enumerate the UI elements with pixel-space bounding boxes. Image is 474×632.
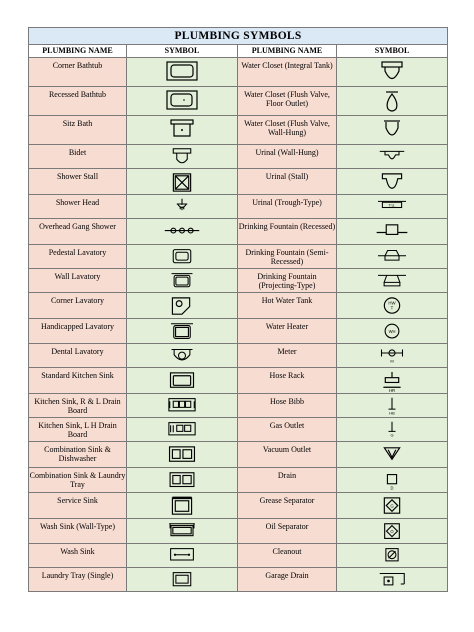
kitchen-sink-rl-drain-icon — [160, 396, 204, 417]
left-plumbing-name: Shower Stall — [29, 169, 127, 195]
right-plumbing-name: Oil Separator — [238, 519, 337, 544]
hose-rack-label: HR — [388, 388, 396, 393]
urinal-wall-hung-icon — [370, 147, 414, 168]
kitchen-sink-lh-drain-icon — [160, 420, 204, 441]
left-plumbing-name: Wash Sink (Wall-Type) — [29, 519, 127, 544]
urinal-trough-icon — [370, 197, 414, 218]
left-plumbing-name: Shower Head — [29, 195, 127, 219]
drinking-fountain-projecting-icon — [370, 271, 414, 292]
table-row — [29, 442, 448, 468]
left-symbol-cell — [127, 394, 238, 418]
left-plumbing-name: Laundry Tray (Single) — [29, 568, 127, 592]
table-row — [29, 568, 448, 592]
left-plumbing-name: Kitchen Sink, L H Drain Board — [29, 418, 127, 442]
right-symbol-cell — [337, 519, 448, 544]
right-symbol-cell — [337, 493, 448, 519]
left-symbol-cell — [127, 468, 238, 493]
left-symbol-cell — [127, 293, 238, 319]
urinal-stall-icon — [370, 171, 414, 194]
left-plumbing-name: Sitz Bath — [29, 116, 127, 145]
left-plumbing-name: Corner Lavatory — [29, 293, 127, 319]
right-symbol-cell — [337, 442, 448, 468]
oil-separator-icon — [370, 521, 414, 543]
left-symbol-cell — [127, 145, 238, 169]
left-plumbing-name: Corner Bathtub — [29, 58, 127, 87]
header-symbol-right: SYMBOL — [337, 45, 448, 58]
hot-water-tank-label: HW — [388, 300, 396, 306]
shower-head-icon — [160, 197, 204, 218]
bidet-icon — [160, 147, 204, 168]
right-symbol-cell — [337, 368, 448, 394]
meter-icon — [370, 346, 414, 367]
table-row — [29, 145, 448, 169]
wash-sink-wall-icon — [160, 521, 204, 543]
urinal-trough-label: T.U. — [388, 202, 396, 208]
table-row — [29, 519, 448, 544]
table-row — [29, 58, 448, 87]
right-plumbing-name: Gas Outlet — [238, 418, 337, 442]
combination-sink-laundry-icon — [160, 470, 204, 492]
right-plumbing-name: Hose Rack — [238, 368, 337, 394]
hose-rack-icon — [370, 370, 414, 393]
left-plumbing-name: Overhead Gang Shower — [29, 219, 127, 245]
hose-bibb-label: HB — [389, 410, 395, 416]
left-plumbing-name: Handicapped Lavatory — [29, 319, 127, 344]
left-symbol-cell — [127, 519, 238, 544]
right-plumbing-name: Grease Separator — [238, 493, 337, 519]
hot-water-tank-icon — [370, 295, 414, 318]
water-closet-wall-hung-icon — [370, 118, 414, 142]
left-symbol-cell — [127, 493, 238, 519]
table-row — [29, 116, 448, 145]
right-symbol-cell — [337, 394, 448, 418]
right-symbol-cell — [337, 319, 448, 344]
hose-bibb-icon — [370, 396, 414, 417]
right-symbol-cell — [337, 195, 448, 219]
wash-sink-icon — [160, 546, 204, 567]
left-plumbing-name: Wall Lavatory — [29, 269, 127, 293]
right-symbol-cell — [337, 245, 448, 269]
left-plumbing-name: Recessed Bathtub — [29, 87, 127, 116]
right-symbol-cell — [337, 145, 448, 169]
overhead-gang-shower-icon — [160, 221, 204, 244]
right-plumbing-name: Vacuum Outlet — [238, 442, 337, 468]
header-plumbing-name-left: PLUMBING NAME — [29, 45, 127, 58]
right-plumbing-name: Drain — [238, 468, 337, 493]
table-title: PLUMBING SYMBOLS — [29, 28, 448, 45]
header-symbol-left: SYMBOL — [127, 45, 238, 58]
pedestal-lavatory-icon — [160, 247, 204, 268]
left-plumbing-name: Kitchen Sink, R & L Drain Board — [29, 394, 127, 418]
right-plumbing-name: Drinking Fountain (Semi-Recessed) — [238, 245, 337, 269]
table-row — [29, 87, 448, 116]
left-symbol-cell — [127, 116, 238, 145]
right-plumbing-name: Hot Water Tank — [238, 293, 337, 319]
table-row — [29, 544, 448, 568]
left-symbol-cell — [127, 568, 238, 592]
gas-outlet-label: G — [390, 432, 394, 438]
left-symbol-cell — [127, 368, 238, 394]
table-row — [29, 344, 448, 368]
right-symbol-cell — [337, 269, 448, 293]
left-symbol-cell — [127, 245, 238, 269]
left-symbol-cell — [127, 169, 238, 195]
sitz-bath-icon — [160, 118, 204, 142]
shower-stall-icon — [160, 171, 204, 194]
left-plumbing-name: Standard Kitchen Sink — [29, 368, 127, 394]
right-plumbing-name: Water Heater — [238, 319, 337, 344]
right-symbol-cell — [337, 219, 448, 245]
corner-bathtub-icon — [160, 60, 204, 84]
drinking-fountain-semi-recessed-icon — [370, 247, 414, 268]
drain-label: D — [390, 485, 394, 491]
right-plumbing-name: Urinal (Stall) — [238, 169, 337, 195]
meter-label: M — [390, 358, 394, 364]
table-row — [29, 293, 448, 319]
header-plumbing-name-right: PLUMBING NAME — [238, 45, 337, 58]
wall-lavatory-icon — [160, 271, 204, 292]
left-symbol-cell — [127, 219, 238, 245]
right-plumbing-name: Hose Bibb — [238, 394, 337, 418]
right-symbol-cell — [337, 293, 448, 319]
table-row — [29, 368, 448, 394]
right-symbol-cell — [337, 544, 448, 568]
left-symbol-cell — [127, 319, 238, 344]
left-plumbing-name: Wash Sink — [29, 544, 127, 568]
right-symbol-cell — [337, 169, 448, 195]
table-row — [29, 219, 448, 245]
right-plumbing-name: Water Closet (Flush Valve, Wall-Hung) — [238, 116, 337, 145]
cleanout-icon — [370, 546, 414, 567]
table-row — [29, 245, 448, 269]
right-symbol-cell — [337, 87, 448, 116]
laundry-tray-single-icon — [160, 570, 204, 591]
oil-separator-label: O — [390, 528, 394, 534]
table-row — [29, 468, 448, 493]
right-plumbing-name: Drinking Fountain (Projecting-Type) — [238, 269, 337, 293]
right-plumbing-name: Water Closet (Flush Valve, Floor Outlet) — [238, 87, 337, 116]
table-row — [29, 418, 448, 442]
right-symbol-cell — [337, 344, 448, 368]
right-symbol-cell — [337, 568, 448, 592]
right-plumbing-name: Urinal (Trough-Type) — [238, 195, 337, 219]
right-plumbing-name: Water Closet (Integral Tank) — [238, 58, 337, 87]
left-symbol-cell — [127, 58, 238, 87]
left-symbol-cell — [127, 195, 238, 219]
svg-text:T: T — [390, 305, 394, 311]
water-heater-icon — [370, 321, 414, 343]
plumbing-symbols-table — [28, 27, 448, 592]
corner-lavatory-icon — [160, 295, 204, 318]
left-plumbing-name: Combination Sink & Laundry Tray — [29, 468, 127, 493]
right-plumbing-name: Urinal (Wall-Hung) — [238, 145, 337, 169]
right-plumbing-name: Cleanout — [238, 544, 337, 568]
recessed-bathtub-icon — [160, 89, 204, 113]
combination-sink-dishwasher-icon — [160, 444, 204, 467]
left-plumbing-name: Combination Sink & Dishwasher — [29, 442, 127, 468]
left-plumbing-name: Bidet — [29, 145, 127, 169]
left-plumbing-name: Dental Lavatory — [29, 344, 127, 368]
right-plumbing-name: Meter — [238, 344, 337, 368]
grease-separator-label: G — [390, 503, 394, 509]
service-sink-icon — [160, 495, 204, 518]
left-symbol-cell — [127, 269, 238, 293]
left-symbol-cell — [127, 442, 238, 468]
table-row — [29, 195, 448, 219]
grease-separator-icon — [370, 495, 414, 518]
vacuum-outlet-icon — [370, 444, 414, 467]
left-plumbing-name: Service Sink — [29, 493, 127, 519]
table-row — [29, 269, 448, 293]
dental-lavatory-icon — [160, 346, 204, 367]
water-closet-integral-tank-icon — [370, 60, 414, 84]
table-row — [29, 493, 448, 519]
left-symbol-cell — [127, 344, 238, 368]
left-symbol-cell — [127, 87, 238, 116]
right-symbol-cell — [337, 58, 448, 87]
right-symbol-cell — [337, 468, 448, 493]
drinking-fountain-recessed-icon — [370, 221, 414, 244]
left-symbol-cell — [127, 544, 238, 568]
right-symbol-cell — [337, 418, 448, 442]
right-plumbing-name: Garage Drain — [238, 568, 337, 592]
water-closet-floor-outlet-icon — [370, 89, 414, 113]
table-row — [29, 169, 448, 195]
drain-icon — [370, 470, 414, 492]
left-plumbing-name: Pedestal Lavatory — [29, 245, 127, 269]
standard-kitchen-sink-icon — [160, 370, 204, 393]
handicapped-lavatory-icon — [160, 321, 204, 343]
water-heater-label: WH — [388, 328, 396, 334]
table-row — [29, 319, 448, 344]
left-symbol-cell — [127, 418, 238, 442]
right-symbol-cell — [337, 116, 448, 145]
table-row — [29, 394, 448, 418]
garage-drain-icon — [370, 570, 414, 591]
gas-outlet-icon — [370, 420, 414, 441]
right-plumbing-name: Drinking Fountain (Recessed) — [238, 219, 337, 245]
